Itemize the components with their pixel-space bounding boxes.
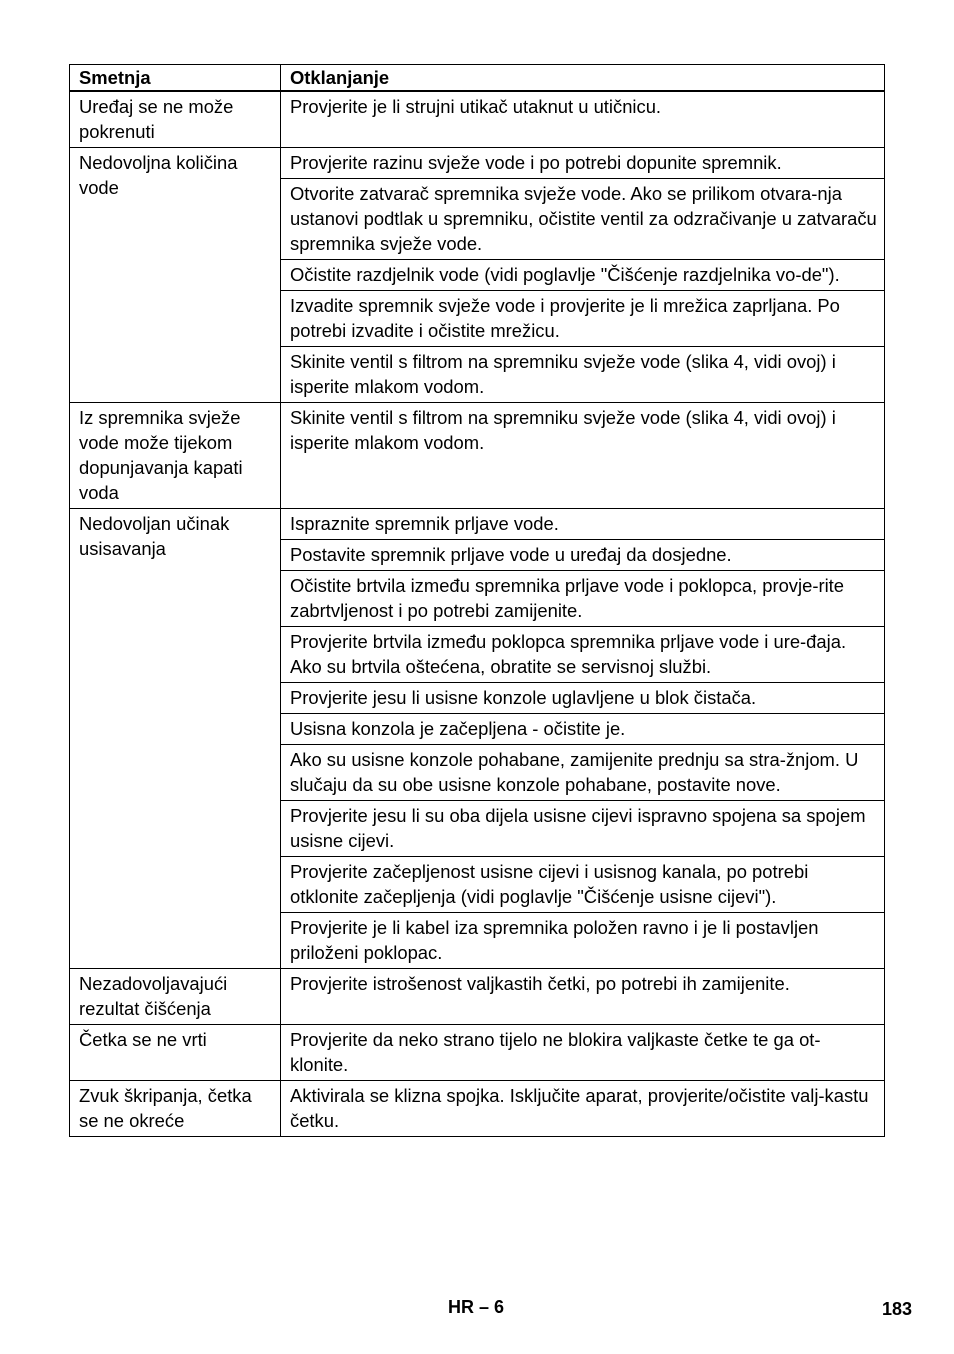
fault-cell: Iz spremnika svježe vode može tijekom dopunjavanja kapati voda [70, 403, 281, 509]
remedy-cell: Provjerite da neko strano tijelo ne blokira valjkaste četke te ga ot-klonite. [281, 1025, 885, 1081]
remedy-cell: Aktivirala se klizna spojka. Isključite aparat, provjerite/očistite valj-kastu četku. [281, 1081, 885, 1137]
header-fault: Smetnja [70, 65, 281, 92]
section-label: HR – 6 [448, 1297, 505, 1317]
fault-cell: Zvuk škripanja, četka se ne okreće [70, 1081, 281, 1137]
table-row [70, 148, 885, 179]
remedy-cell: Skinite ventil s filtrom na spremniku svježe vode (slika 4, vidi ovoj) i isperite mlakom vodom. [281, 403, 885, 509]
table-row [70, 403, 885, 509]
remedy-cell: Ako su usisne konzole pohabane, zamijenite prednju sa stra-žnjom. U slučaju da su obe usisne konzole pohabane, postavite nove. [281, 745, 885, 801]
table-row [70, 91, 885, 148]
table-body [70, 91, 885, 1137]
fault-cell: Četka se ne vrti [70, 1025, 281, 1081]
remedy-cell: Usisna konzola je začepljena - očistite je. [281, 714, 885, 745]
remedy-cell: Izvadite spremnik svježe vode i provjerite je li mrežica zaprljana. Po potrebi izvadite i očistite mrežicu. [281, 291, 885, 347]
remedy-cell: Skinite ventil s filtrom na spremniku svježe vode (slika 4, vidi ovoj) i isperite mlakom vodom. [281, 347, 885, 403]
header-row [70, 65, 885, 92]
fault-cell: Nedovoljan učinak usisavanja [70, 509, 281, 969]
fault-cell: Nedovoljna količina vode [70, 148, 281, 403]
remedy-cell: Provjerite brtvila između poklopca spremnika prljave vode i ure-đaja. Ako su brtvila oštećena, obratite se servisnoj službi. [281, 627, 885, 683]
remedy-cell: Ispraznite spremnik prljave vode. [281, 509, 885, 540]
remedy-cell: Provjerite je li strujni utikač utaknut u utičnicu. [281, 91, 885, 148]
table-row [70, 969, 885, 1025]
remedy-cell: Provjerite jesu li su oba dijela usisne cijevi ispravno spojena sa spojem usisne cijevi. [281, 801, 885, 857]
table-row [70, 1081, 885, 1137]
remedy-cell: Očistite brtvila između spremnika prljave vode i poklopca, provje-rite zabrtvljenost i po potrebi zamijenite. [281, 571, 885, 627]
remedy-cell: Provjerite jesu li usisne konzole uglavljene u blok čistača. [281, 683, 885, 714]
header-remedy: Otklanjanje [281, 65, 885, 92]
remedy-cell: Provjerite začepljenost usisne cijevi i usisnog kanala, po potrebi otklonite začepljenja (vidi poglavlje "Čišćenje usisne cijevi"). [281, 857, 885, 913]
remedy-cell: Provjerite istrošenost valjkastih četki, po potrebi ih zamijenite. [281, 969, 885, 1025]
remedy-cell: Očistite razdjelnik vode (vidi poglavlje "Čišćenje razdjelnika vo-de"). [281, 260, 885, 291]
remedy-cell: Provjerite je li kabel iza spremnika položen ravno i je li postavljen priloženi poklopac. [281, 913, 885, 969]
table-row [70, 509, 885, 540]
page-number: 183 [881, 1299, 912, 1319]
troubleshooting-table [69, 64, 885, 1137]
fault-cell: Uređaj se ne može pokrenuti [70, 91, 281, 148]
remedy-cell: Postavite spremnik prljave vode u uređaj da dosjedne. [281, 540, 885, 571]
remedy-cell: Otvorite zatvarač spremnika svježe vode. Ako se prilikom otvara-nja ustanovi podtlak u spremniku, očistite ventil za odzračivanje u zatvaraču spremnika svježe vode. [281, 179, 885, 260]
table-row [70, 1025, 885, 1081]
table-header [70, 65, 885, 92]
remedy-cell: Provjerite razinu svježe vode i po potrebi dopunite spremnik. [281, 148, 885, 179]
fault-cell: Nezadovoljavajući rezultat čišćenja [70, 969, 281, 1025]
